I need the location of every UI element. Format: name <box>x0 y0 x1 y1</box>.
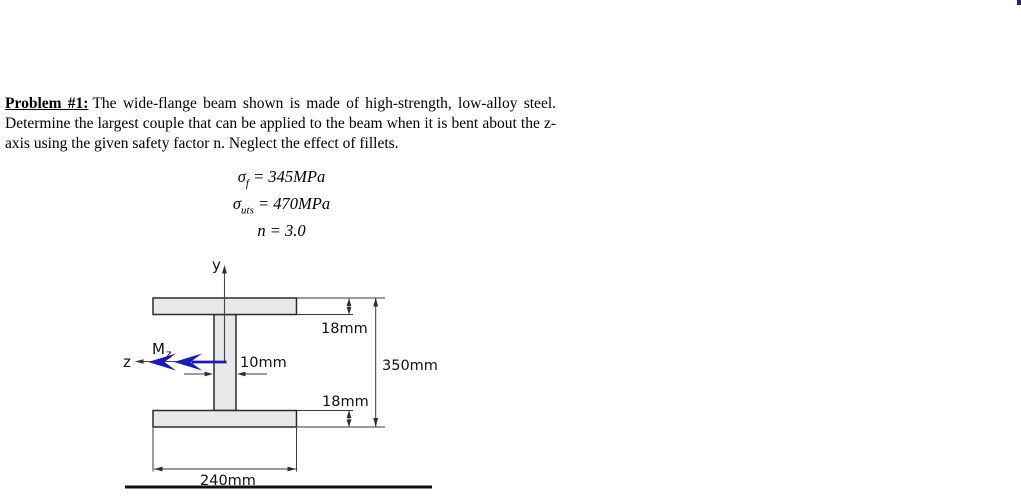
arrowhead-right-icon <box>205 372 214 377</box>
flange-width-label: 240mm <box>200 473 256 489</box>
sigma-symbol: σ <box>237 167 246 186</box>
arrowhead-down-icon <box>373 418 378 427</box>
arrowhead-left-icon <box>237 372 246 377</box>
arrowhead-up-icon <box>347 299 352 307</box>
bottom-flange-thickness-label: 18mm <box>322 394 369 410</box>
moment-label-subscript: z <box>166 348 172 361</box>
arrowhead-down-icon <box>347 307 352 315</box>
dim-overall-depth <box>373 298 438 428</box>
arrowhead-up-icon <box>347 411 352 419</box>
problem-line-2: Determine the largest couple that can be applied to the beam when it is bent about the z- <box>5 115 556 132</box>
z-axis-arrowhead-icon <box>135 359 144 364</box>
equation-safety-factor: n = 3.0 <box>257 220 306 240</box>
sigma-symbol: σ <box>232 193 242 213</box>
top-flange-thickness-label: 18mm <box>321 321 368 337</box>
dim-top-flange-thickness <box>321 299 368 338</box>
sigma-uts-subscript: uts <box>241 204 254 217</box>
z-axis-label: z <box>123 353 131 371</box>
arrowhead-up-icon <box>373 298 378 307</box>
beam-bottom-flange <box>153 411 297 428</box>
sigma-f-value: = 345MPa <box>248 167 326 186</box>
problem-title: Problem #1: <box>5 95 89 112</box>
y-axis-arrowhead-icon <box>222 265 227 274</box>
web-thickness-label: 10mm <box>240 355 287 371</box>
sigma-f-subscript: f <box>245 177 249 190</box>
arrowhead-right-icon <box>288 467 297 472</box>
arrowhead-down-icon <box>347 420 352 428</box>
overall-depth-label: 350mm <box>382 358 438 374</box>
problem-line-1-text: The wide-flange beam shown is made of high-strength, low-alloy steel. <box>92 95 557 112</box>
moment-label: M <box>152 340 165 358</box>
y-axis-label: y <box>212 256 221 274</box>
arrowhead-left-icon <box>154 467 163 472</box>
sigma-uts-value: = 470MPa <box>253 193 331 213</box>
problem-line-3: axis using the given safety factor n. Neglect the effect of fillets. <box>5 135 399 152</box>
